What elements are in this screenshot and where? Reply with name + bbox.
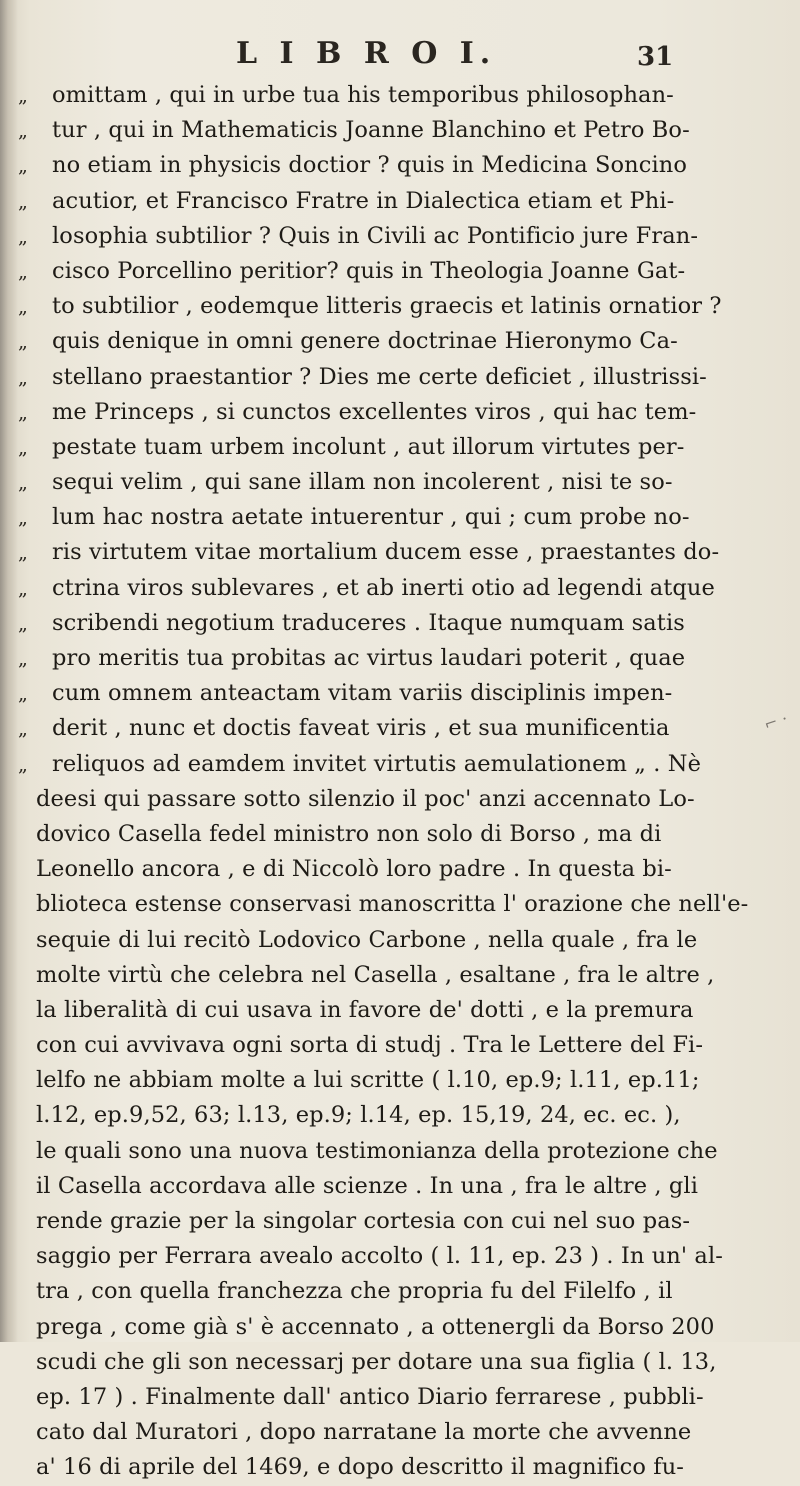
line-text: tra , con quella franchezza che propria fu del Filelfo , il (36, 1278, 673, 1305)
line-text: lum hac nostra aetate intuerentur , qui ; cum probe no- (52, 504, 690, 531)
quote-mark: „ (18, 260, 28, 283)
line-text: ctrina viros sublevares , et ab inerti otio ad legendi atque (52, 574, 715, 601)
text-line (18, 958, 715, 993)
text-line (18, 254, 686, 289)
text-line (18, 289, 722, 324)
text-line (18, 1274, 673, 1309)
quote-mark: „ (18, 648, 28, 670)
quote-mark: „ (18, 718, 28, 741)
line-text: dovico Casella fedel ministro non solo di Borso , ma di (36, 820, 662, 847)
line-text: no etiam in physicis doctior ? quis in Medicina Soncino (52, 152, 688, 179)
text-line (18, 887, 749, 922)
text-line (18, 1098, 681, 1133)
text-line (18, 324, 678, 359)
text-line (18, 747, 701, 782)
quote-mark: „ (18, 225, 28, 248)
line-text: saggio per Ferrara avealo accolto ( l. 11, ep. 23 ) . In un' al- (36, 1243, 723, 1270)
line-text: omittam , qui in urbe tua his temporibus philosophan- (52, 82, 674, 108)
margin-ink-mark: ⌐ · (761, 708, 790, 735)
running-title: L I B R O I. (236, 36, 497, 71)
line-text: quis denique in omni genere doctrinae Hieronymo Ca- (52, 328, 678, 355)
line-text: derit , nunc et doctis faveat viris , et sua munificentia (52, 715, 670, 742)
text-line (18, 219, 699, 254)
line-text: sequie di lui recitò Lodovico Carbone , nella quale , fra le (36, 926, 698, 953)
line-text: pestate tuam urbem incolunt , aut illorum virtutes per- (52, 433, 685, 460)
line-text: tur , qui in Mathematicis Joanne Blanchino et Petro Bo- (52, 117, 690, 144)
text-line (18, 1063, 700, 1098)
text-line (18, 571, 715, 606)
line-text: reliquos ad eamdem invitet virtutis aemulationem „ . Nè (52, 750, 701, 777)
quote-mark: „ (18, 436, 28, 459)
text-line (18, 711, 670, 746)
line-text: cum omnem anteactam vitam variis disciplinis impen- (52, 680, 673, 707)
line-text: Leonello ancora , e di Niccolò loro padre . In questa bi- (36, 856, 672, 883)
text-line (18, 606, 685, 641)
line-text: cato dal Muratori , dopo narratane la morte che avvenne (36, 1419, 692, 1446)
line-text: il Casella accordava alle scienze . In una , fra le altre , gli (36, 1172, 699, 1199)
line-text: ep. 17 ) . Finalmente dall' antico Diario ferrarese , pubbli- (36, 1383, 704, 1410)
text-line (18, 1450, 684, 1485)
page-header (0, 36, 800, 76)
text-line (18, 676, 673, 711)
text-line (18, 817, 662, 852)
quote-mark: „ (18, 331, 28, 354)
quote-mark: „ (18, 507, 28, 530)
line-text: cisco Porcellino peritior? quis in Theologia Joanne Gat- (52, 257, 686, 284)
line-text: stellano praestantior ? Dies me certe deficiet , illustrissi- (52, 363, 707, 390)
line-text: sequi velim , qui sane illam non incolerent , nisi te so- (52, 469, 673, 496)
line-text: a' 16 di aprile del 1469, e dopo descritto il magnifico fu- (36, 1454, 684, 1481)
quote-mark: „ (18, 85, 28, 107)
quote-mark: „ (18, 401, 28, 424)
line-text: le quali sono una nuova testimonianza della protezione che (36, 1137, 718, 1164)
line-text: prega , come già s' è accennato , a ottenergli da Borso 200 (36, 1313, 715, 1340)
line-text: lelfo ne abbiam molte a lui scritte ( l.10, ep.9; l.11, ep.11; (36, 1067, 700, 1094)
line-text: molte virtù che celebra nel Casella , esaltane , fra le altre , (36, 961, 715, 988)
quote-mark: „ (18, 577, 28, 600)
quote-mark: „ (18, 296, 28, 319)
text-line (18, 923, 698, 958)
line-text: l.12, ep.9,52, 63; l.13, ep.9; l.14, ep. 15,19, 24, ec. ec. ), (36, 1102, 681, 1129)
line-text: losophia subtilior ? Quis in Civili ac Pontificio jure Fran- (52, 222, 699, 249)
line-text: acutior, et Francisco Fratre in Dialectica etiam et Phi- (52, 187, 675, 214)
line-text: ris virtutem vitae mortalium ducem esse , praestantes do- (52, 539, 720, 566)
quote-mark: „ (18, 542, 28, 565)
line-text: rende grazie per la singolar cortesia con cui nel suo pas- (36, 1208, 691, 1234)
line-text: me Princeps , si cunctos excellentes viros , qui hac tem- (52, 398, 697, 425)
line-text: deesi qui passare sotto silenzio il poc' anzi accennato Lo- (36, 785, 695, 812)
text-line (18, 430, 685, 465)
quote-mark: „ (18, 120, 28, 143)
page-number: 31 (637, 42, 674, 72)
text-line (18, 148, 688, 183)
quote-mark: „ (18, 612, 28, 635)
text-line (18, 1415, 692, 1450)
text-line (18, 360, 707, 395)
quote-mark: „ (18, 472, 28, 495)
text-line (18, 852, 672, 887)
text-line (18, 1345, 717, 1380)
line-text: con cui avvivava ogni sorta di studj . Tra le Lettere del Fi- (36, 1032, 704, 1059)
text-line (18, 1169, 699, 1204)
text-line (18, 1134, 718, 1169)
quote-mark: „ (18, 366, 28, 389)
text-line (18, 1239, 723, 1274)
quote-mark: „ (18, 155, 28, 178)
body-text (18, 78, 749, 1486)
line-text: to subtilior , eodemque litteris graecis et latinis ornatior ? (52, 293, 722, 320)
text-line (18, 78, 674, 113)
line-text: la liberalità di cui usava in favore de' dotti , e la premura (36, 996, 694, 1023)
text-line (18, 1380, 704, 1415)
line-text: blioteca estense conservasi manoscritta l' orazione che nell'e- (36, 891, 749, 918)
text-line (18, 395, 697, 430)
line-text: pro meritis tua probitas ac virtus laudari poterit , quae (52, 645, 686, 671)
text-line (18, 184, 675, 219)
text-line (18, 465, 673, 500)
text-line (18, 641, 686, 676)
text-line (18, 993, 694, 1028)
quote-mark: „ (18, 753, 28, 776)
line-text: scudi che gli son necessarj per dotare una sua figlia ( l. 13, (36, 1348, 717, 1375)
text-line (18, 500, 690, 535)
line-text: scribendi negotium traduceres . Itaque numquam satis (52, 609, 685, 636)
text-line (18, 535, 720, 570)
text-line (18, 1204, 691, 1239)
quote-mark: „ (18, 190, 28, 213)
text-line (18, 113, 690, 148)
quote-mark: „ (18, 683, 28, 706)
text-line (18, 1028, 704, 1063)
text-line (18, 1310, 715, 1345)
text-line (18, 782, 695, 817)
spine-shadow (0, 0, 18, 1342)
